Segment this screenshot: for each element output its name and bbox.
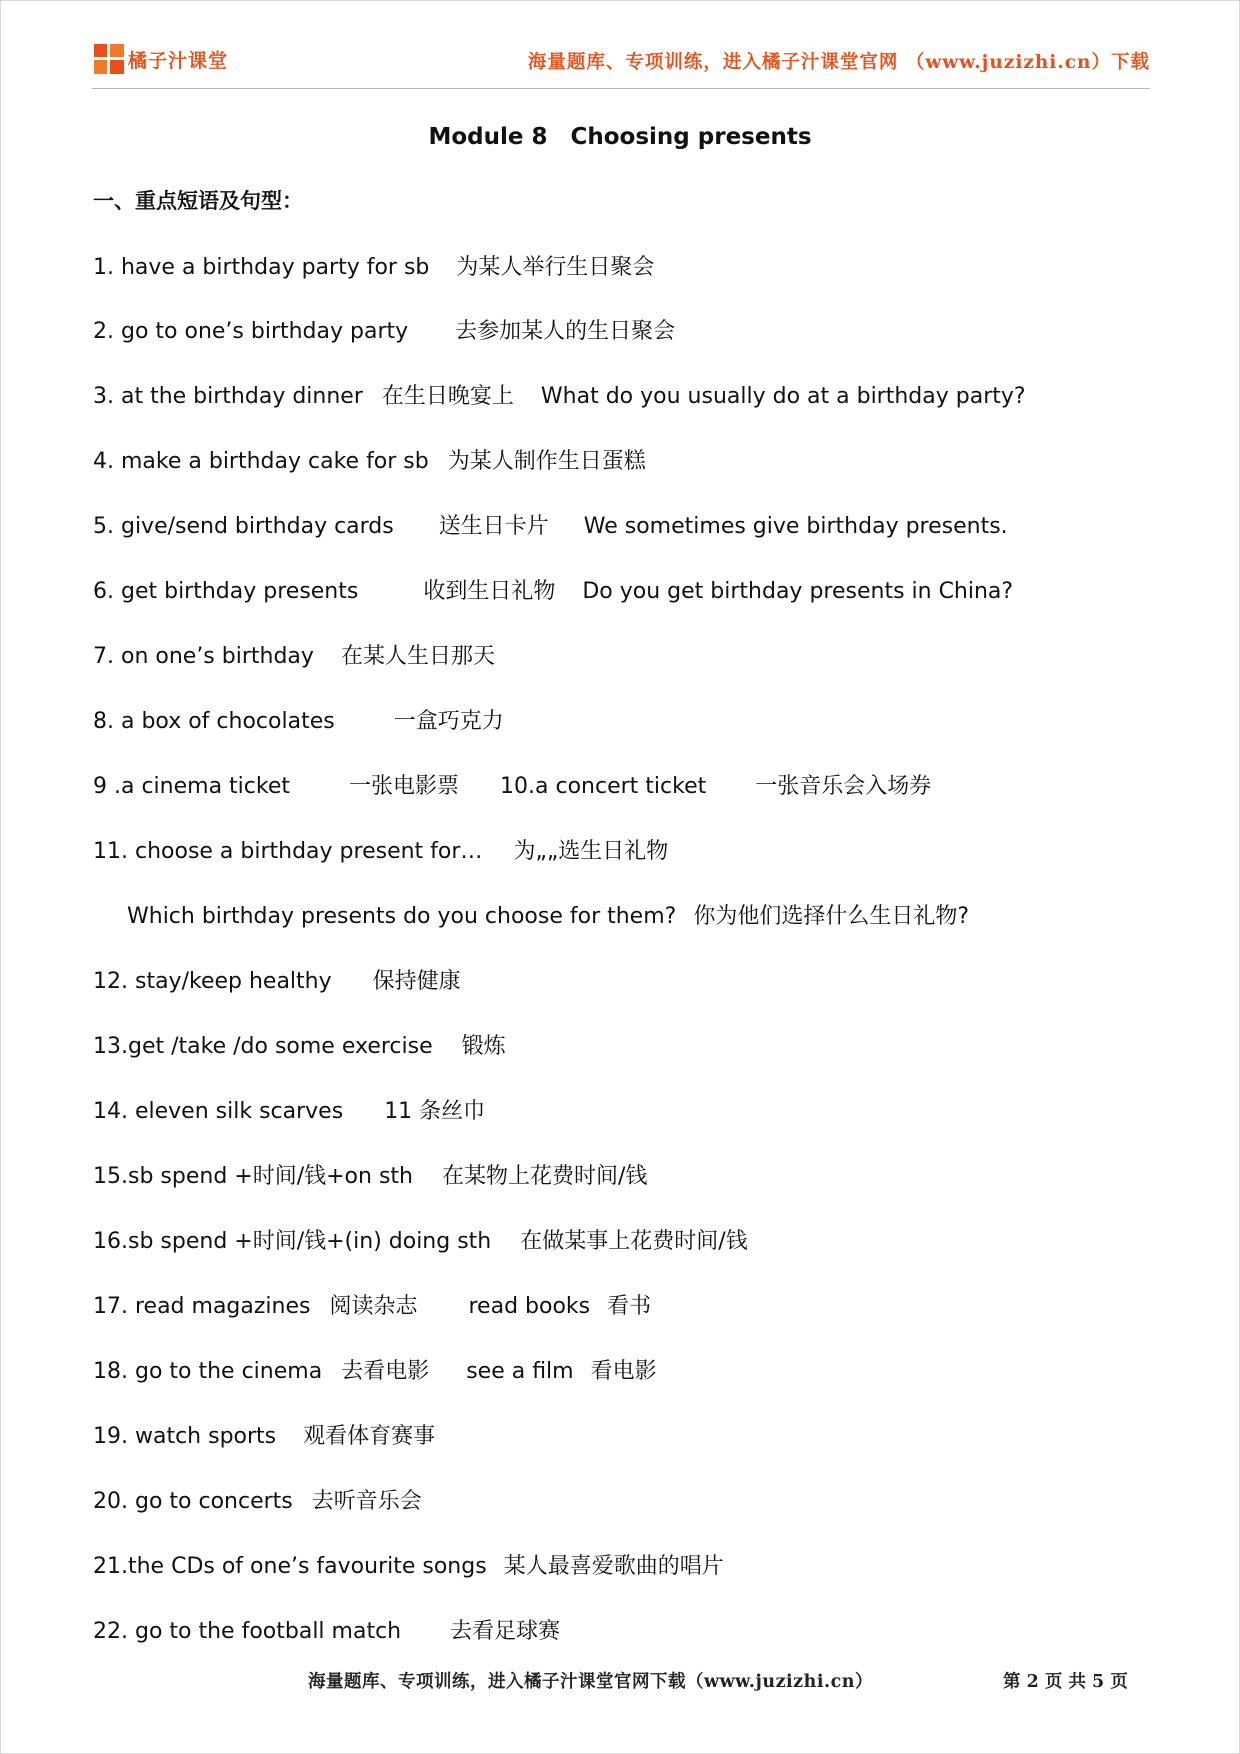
phrase-line (93, 1094, 485, 1125)
example-sentence: What do you usually do at a birthday party? (540, 384, 1026, 409)
phrase-english: 13.get /take /do some exercise (93, 1034, 433, 1059)
phrase-line (93, 444, 646, 475)
phrase-line (93, 639, 495, 670)
phrase-english: 9 .a cinema ticket (93, 774, 291, 799)
section-heading: 一、重点短语及句型： (93, 189, 303, 213)
example-translation: 你为他们选择什么生日礼物? (693, 904, 969, 929)
phrase-english: read books (468, 1294, 591, 1319)
phrase-english: 1. have a birthday party for sb (93, 255, 430, 280)
example-sentence: We sometimes give birthday presents. (583, 514, 1008, 539)
phrase-english: 10.a concert ticket (500, 774, 707, 799)
phrase-line (93, 1614, 560, 1645)
phrase-chinese: 11 条丝巾 (384, 1099, 486, 1124)
phrase-chinese: 收到生日礼物 (423, 579, 556, 604)
logo (94, 44, 228, 74)
phrase-english: 21.the CDs of one’s favourite songs (93, 1554, 487, 1579)
phrase-chinese: 去听音乐会 (311, 1489, 422, 1514)
page-title: Module 8 Choosing presents (428, 124, 812, 150)
phrase-chinese: 送生日卡片 (438, 514, 549, 539)
phrase-line (93, 574, 1013, 605)
phrase-english: see a film (466, 1359, 574, 1384)
phrase-line (93, 1289, 651, 1320)
phrase-english: 8. a box of chocolates (93, 709, 335, 734)
phrase-english: 17. read magazines (93, 1294, 311, 1319)
phrase-line (93, 834, 668, 865)
phrase-line (93, 509, 1008, 540)
phrase-english: 16.sb spend +时间/钱+(in) doing sth (93, 1229, 492, 1254)
phrase-chinese: 去看足球赛 (450, 1619, 561, 1644)
phrase-line (93, 1549, 724, 1580)
phrase-english: 2. go to one’s birthday party (93, 319, 409, 344)
page-footer (0, 1668, 1240, 1698)
phrase-line (93, 1484, 422, 1515)
page-number: 第 2 页 共 5 页 (1003, 1672, 1128, 1692)
phrase-chinese: 阅读杂志 (329, 1294, 418, 1319)
page-header (92, 40, 1150, 89)
header-slogan: 海量题库、专项训练，进入橘子汁课堂官网 （www.juzizhi.cn）下载 (527, 52, 1150, 73)
phrase-chinese: 一张电影票 (349, 774, 460, 799)
phrase-chinese: 看书 (607, 1294, 652, 1319)
phrase-chinese: 去参加某人的生日聚会 (455, 319, 676, 344)
phrase-chinese: 看电影 (590, 1359, 657, 1384)
phrase-line (93, 704, 504, 735)
phrase-english: 15.sb spend +时间/钱+on sth (93, 1164, 413, 1189)
phrase-english: 11. choose a birthday present for… (93, 839, 483, 864)
phrase-line (127, 899, 969, 930)
footer-text: 海量题库、专项训练，进入橘子汁课堂官网下载（www.juzizhi.cn） (308, 1672, 873, 1692)
phrase-chinese: 为„„选生日礼物 (513, 839, 669, 864)
phrase-chinese: 观看体育赛事 (303, 1424, 436, 1449)
phrase-line (93, 250, 654, 281)
phrase-line (93, 314, 675, 345)
phrase-english: 5. give/send birthday cards (93, 514, 394, 539)
example-sentence: Which birthday presents do you choose for them? (127, 904, 677, 929)
phrase-english: 7. on one’s birthday (93, 644, 314, 669)
phrase-line (93, 1224, 748, 1255)
phrase-english: 20. go to concerts (93, 1489, 293, 1514)
phrase-chinese: 在生日晚宴上 (381, 384, 514, 409)
phrase-english: 14. eleven silk scarves (93, 1099, 344, 1124)
phrase-line (93, 964, 461, 995)
phrase-english: 4. make a birthday cake for sb (93, 449, 429, 474)
phrase-english: 19. watch sports (93, 1424, 277, 1449)
phrase-line (93, 1159, 647, 1190)
phrase-chinese: 为某人制作生日蛋糕 (447, 449, 646, 474)
logo-text: 橘子汁课堂 (128, 49, 229, 72)
phrase-line (93, 1354, 657, 1385)
phrase-chinese: 在做某事上花费时间/钱 (520, 1229, 748, 1254)
phrase-english: 18. go to the cinema (93, 1359, 323, 1384)
example-sentence: Do you get birthday presents in China? (582, 579, 1014, 604)
phrase-english: 3. at the birthday dinner (93, 384, 363, 409)
phrase-chinese: 一张音乐会入场券 (755, 774, 932, 799)
phrase-chinese: 去看电影 (341, 1359, 430, 1384)
phrase-chinese: 保持健康 (372, 969, 461, 994)
phrase-chinese: 一盒巧克力 (393, 709, 504, 734)
phrase-chinese: 为某人举行生日聚会 (456, 255, 655, 280)
logo-icon (94, 44, 124, 74)
phrase-line (93, 379, 1026, 410)
phrase-line (93, 769, 931, 800)
phrase-chinese: 锻炼 (461, 1034, 506, 1059)
phrase-english: 22. go to the football match (93, 1619, 402, 1644)
phrase-chinese: 在某物上花费时间/钱 (441, 1164, 648, 1189)
phrase-line (93, 1029, 506, 1060)
phrase-chinese: 在某人生日那天 (340, 644, 495, 669)
phrase-chinese: 某人最喜爱歌曲的唱片 (503, 1554, 724, 1579)
phrase-english: 12. stay/keep healthy (93, 969, 332, 994)
phrase-english: 6. get birthday presents (93, 579, 359, 604)
phrase-line (93, 1419, 435, 1450)
